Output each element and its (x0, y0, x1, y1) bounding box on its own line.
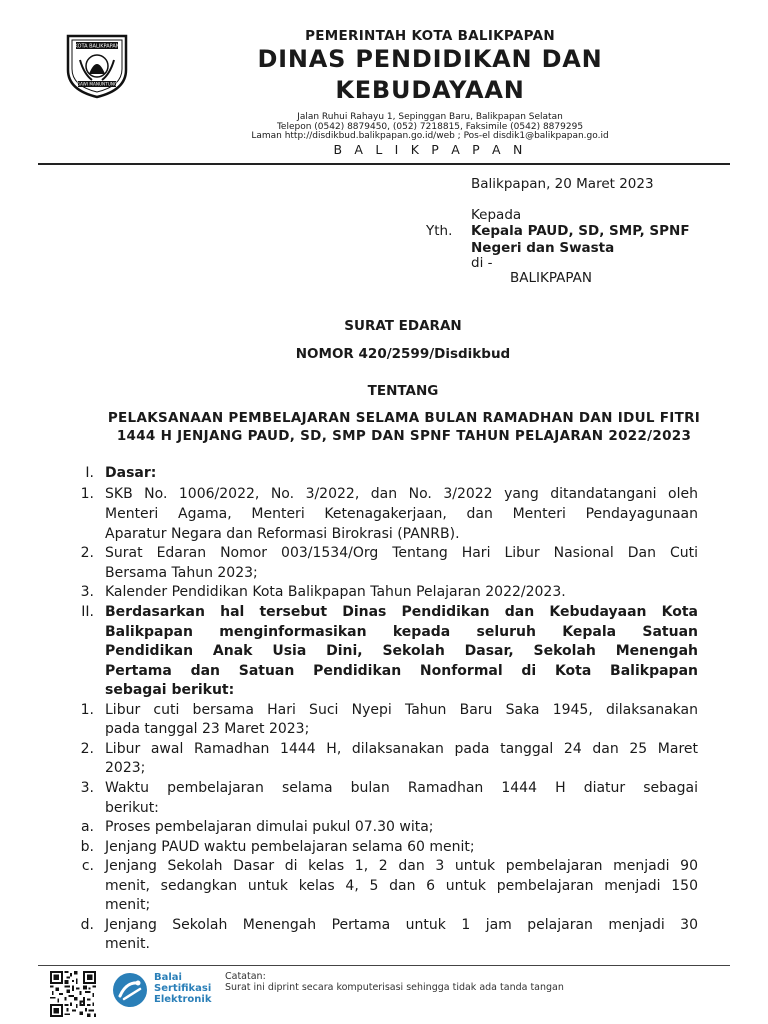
letterhead-city: B A L I K P A P A N (333, 142, 527, 157)
logo-text-bottom: GAWI MANUNTUNG (76, 81, 118, 87)
list-item-line: Aparatur Negara dan Reformasi Birokrasi (PANRB). (105, 526, 460, 542)
department-name-line2: KEBUDAYAAN (335, 76, 525, 104)
section-text-line: Pertama dan Satuan Pendidikan Nonformal di Kota Balikpapan (105, 663, 698, 679)
yth-label: Yth. (426, 223, 453, 239)
section-title-dasar: Dasar: (105, 465, 157, 481)
phone-line: Telepon (0542) 8879450, (052) 7218815, Faksimile (0542) 8879295 (276, 122, 584, 132)
list-item-line: Kalender Pendidikan Kota Balikpapan Tahun Pelajaran 2022/2023. (105, 584, 566, 600)
list-item-line: 2023; (105, 760, 146, 776)
sub-list-item-line: menit. (105, 936, 150, 952)
bsre-label-line2: Sertifikasi (154, 983, 212, 994)
footer-note-label: Catatan: (225, 971, 266, 982)
kepada-label: Kepada (471, 207, 522, 223)
list-item-line: pada tanggal 23 Maret 2023; (105, 721, 310, 737)
list-item-line: Libur cuti bersama Hari Suci Nyepi Tahun Baru Saka 1945, dilaksanakan (105, 702, 698, 718)
section-marker: I. (85, 465, 94, 481)
letter-date: Balikpapan, 20 Maret 2023 (471, 176, 654, 192)
footer-note-text: Surat ini diprint secara komputerisasi sehingga tidak ada tanda tangan (225, 982, 564, 993)
address-line: Jalan Ruhui Rahayu 1, Sepinggan Baru, Balikpapan Selatan (297, 112, 563, 122)
sub-list-item-line: Jenjang Sekolah Dasar di kelas 1, 2 dan 3 untuk pembelajaran menjadi 90 (105, 858, 698, 874)
list-marker: 2. (80, 545, 94, 561)
government-name: PEMERINTAH KOTA BALIKPAPAN (305, 28, 555, 44)
tentang-heading: TENTANG (367, 383, 439, 399)
sub-list-item-line: menit; (105, 897, 151, 913)
section-text-line: Berdasarkan hal tersebut Dinas Pendidikan dan Kebudayaan Kota (105, 604, 698, 620)
qr-code-icon (50, 971, 96, 1017)
subject-line2: 1444 H JENJANG PAUD, SD, SMP DAN SPNF TAHUN PELAJARAN 2022/2023 (116, 428, 692, 444)
addressee-line1: Kepala PAUD, SD, SMP, SPNF (471, 223, 690, 239)
list-item-line: Bersama Tahun 2023; (105, 565, 258, 581)
list-item-line: Surat Edaran Nomor 003/1534/Org Tentang Hari Libur Nasional Dan Cuti (105, 545, 698, 561)
bsre-label-line3: Elektronik (154, 994, 212, 1005)
logo-text-top: KOTA BALIKPAPAN (74, 43, 120, 50)
addressee-line2: Negeri dan Swasta (471, 240, 615, 256)
sub-list-item-line: Proses pembelajaran dimulai pukul 07.30 wita; (105, 819, 434, 835)
list-marker: 2. (80, 741, 94, 757)
sub-list-item-line: menit, sedangkan untuk kelas 4, 5 dan 6 untuk pembelajaran menjadi 150 (105, 878, 698, 894)
department-name-line1: DINAS PENDIDIKAN DAN (257, 45, 603, 73)
list-item-line: SKB No. 1006/2022, No. 3/2022, dan No. 3/2022 yang ditandatangani oleh (105, 486, 698, 502)
di-label: di - (471, 255, 493, 271)
section-marker: II. (81, 604, 94, 620)
subject-line1: PELAKSANAAN PEMBELAJARAN SELAMA BULAN RAMADHAN DAN IDUL FITRI (107, 410, 701, 426)
list-marker: 3. (80, 780, 94, 796)
section-text-line: sebagai berikut: (105, 682, 235, 698)
city-emblem-logo (62, 30, 132, 100)
sub-list-item-line: Jenjang Sekolah Menengah Pertama untuk 1 jam pelajaran menjadi 30 (105, 917, 698, 933)
document-type-title: SURAT EDARAN (344, 318, 462, 334)
list-item-line: Libur awal Ramadhan 1444 H, dilaksanakan pada tanggal 24 dan 25 Maret (105, 741, 698, 757)
sub-list-marker: d. (80, 917, 94, 933)
sub-list-marker: a. (80, 819, 94, 835)
sub-list-marker: c. (81, 858, 94, 874)
list-marker: 1. (80, 702, 94, 718)
section-text-line: Balikpapan menginformasikan kepada seluruh Kepala Satuan (105, 624, 698, 640)
list-marker: 1. (80, 486, 94, 502)
list-item-line: Waktu pembelajaran selama bulan Ramadhan 1444 H diatur sebagai (105, 780, 698, 796)
list-item-line: Menteri Agama, Menteri Ketenagakerjaan, dan Menteri Pendayagunaan (105, 506, 698, 522)
letterhead-divider (38, 163, 730, 165)
addressee-city: BALIKPAPAN (510, 270, 592, 286)
bsre-label-line1: Balai (154, 972, 182, 983)
bsre-logo-icon (112, 972, 148, 1008)
section-text-line: Pendidikan Anak Usia Dini, Sekolah Dasar, Sekolah Menengah (105, 643, 698, 659)
list-item-line: berikut: (105, 800, 159, 816)
web-email-line: Laman http://disdikbud.balikpapan.go.id/web ; Pos-el disdik1@balikpapan.go.id (251, 131, 609, 141)
footer-divider (38, 965, 730, 966)
sub-list-marker: b. (80, 839, 94, 855)
document-number: NOMOR 420/2599/Disdikbud (295, 346, 511, 362)
list-marker: 3. (80, 584, 94, 600)
sub-list-item-line: Jenjang PAUD waktu pembelajaran selama 60 menit; (105, 839, 475, 855)
